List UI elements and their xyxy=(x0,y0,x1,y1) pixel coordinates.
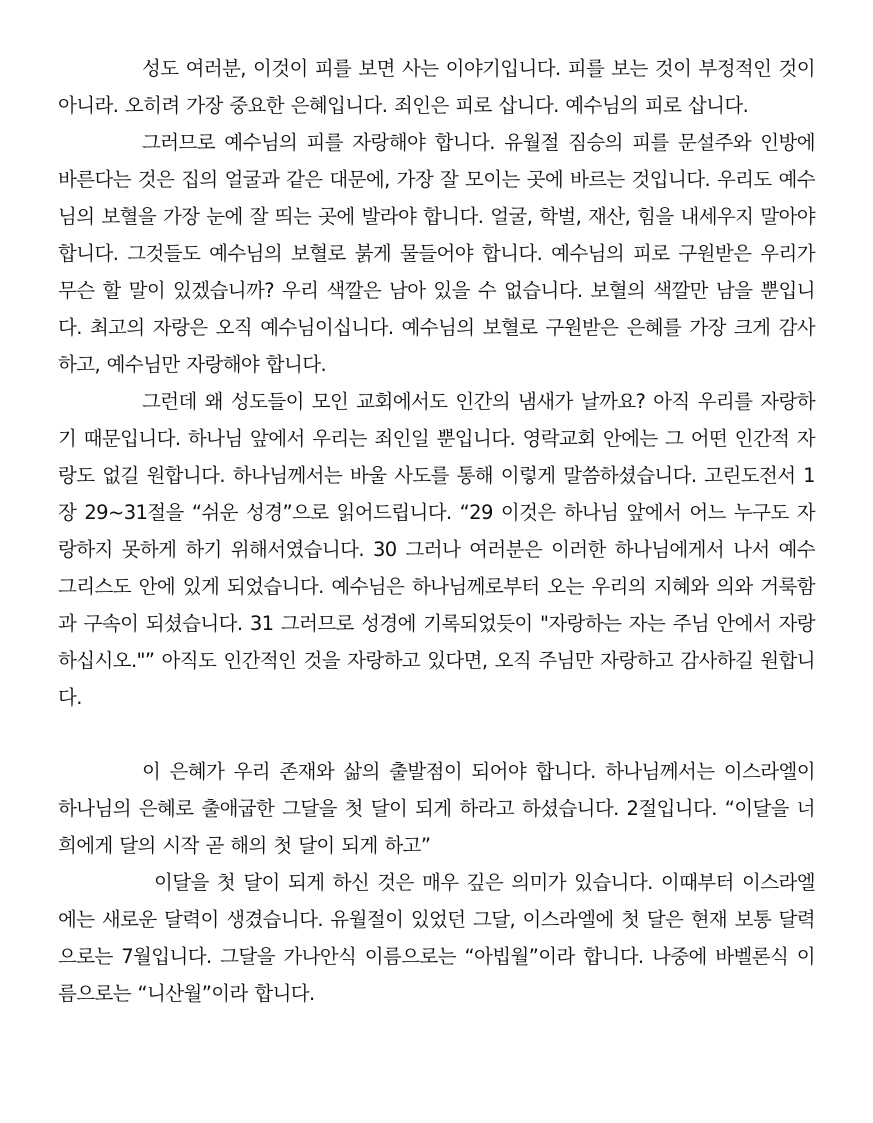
paragraph-1: 성도 여러분, 이것이 피를 보면 사는 이야기입니다. 피를 보는 것이 부정적인 것이 아니라. 오히려 가장 중요한 은혜입니다. 죄인은 피로 삽니다. 예수님의 피로 삽니다. xyxy=(58,57,815,117)
paragraph-4: 이 은혜가 우리 존재와 삶의 출발점이 되어야 합니다. 하나님께서는 이스라엘이 하나님의 은혜로 출애굽한 그달을 첫 달이 되게 하라고 하셨습니다. 2절입니다. “이달을 너희에게 달의 시작 곧 해의 첫 달이 되게 하고” xyxy=(58,760,815,857)
paragraph-5: 이달을 첫 달이 되게 하신 것은 매우 깊은 의미가 있습니다. 이때부터 이스라엘에는 새로운 달력이 생겼습니다. 유월절이 있었던 그달, 이스라엘에 첫 달은 현재 보통 달력으로는 7월입니다. 그달을 가나안식 이름으로는 “아빕월”이라 합니다. 나중에 바벨론식 이름으로는 “니산월”이라 합니다. xyxy=(58,871,815,1005)
paragraph-gap xyxy=(58,716,815,753)
paragraph-3: 그런데 왜 성도들이 모인 교회에서도 인간의 냄새가 날까요? 아직 우리를 자랑하기 때문입니다. 하나님 앞에서 우리는 죄인일 뿐입니다. 영락교회 안에는 그 어떤 인간적 자랑도 없길 원합니다. 하나님께서는 바울 사도를 통해 이렇게 말씀하셨습니다. 고린도전서 1장 29~31절을 “쉬운 성경”으로 읽어드립니다. “29 이것은 하나님 앞에서 어느 누구도 자랑하지 못하게 하기 위해서였습니다. 30 그러나 여러분은 이러한 하나님에게서 나서 예수 그리스도 안에 있게 되었습니다. 예수님은 하나님께로부터 오는 우리의 지혜와 의와 거룩함과 구속이 되셨습니다. 31 그러므로 성경에 기록되었듯이 "자랑하는 자는 주님 안에서 자랑하십시오."” 아직도 인간적인 것을 자랑하고 있다면, 오직 주님만 자랑하고 감사하길 원합니다. xyxy=(58,390,815,709)
paragraph-2: 그러므로 예수님의 피를 자랑해야 합니다. 유월절 짐승의 피를 문설주와 인방에 바른다는 것은 집의 얼굴과 같은 대문에, 가장 잘 모이는 곳에 바르는 것입니다. 우리도 예수님의 보혈을 가장 눈에 잘 띄는 곳에 발라야 합니다. 얼굴, 학벌, 재산, 힘을 내세우지 말아야 합니다. 그것들도 예수님의 보혈로 붉게 물들어야 합니다. 예수님의 피로 구원받은 우리가 무슨 할 말이 있겠습니까? 우리 색깔은 남아 있을 수 없습니다. 보혈의 색깔만 남을 뿐입니다. 최고의 자랑은 오직 예수님이십니다. 예수님의 보혈로 구원받은 은혜를 가장 크게 감사하고, 예수님만 자랑해야 합니다. xyxy=(58,131,815,376)
document-page xyxy=(58,50,815,1012)
